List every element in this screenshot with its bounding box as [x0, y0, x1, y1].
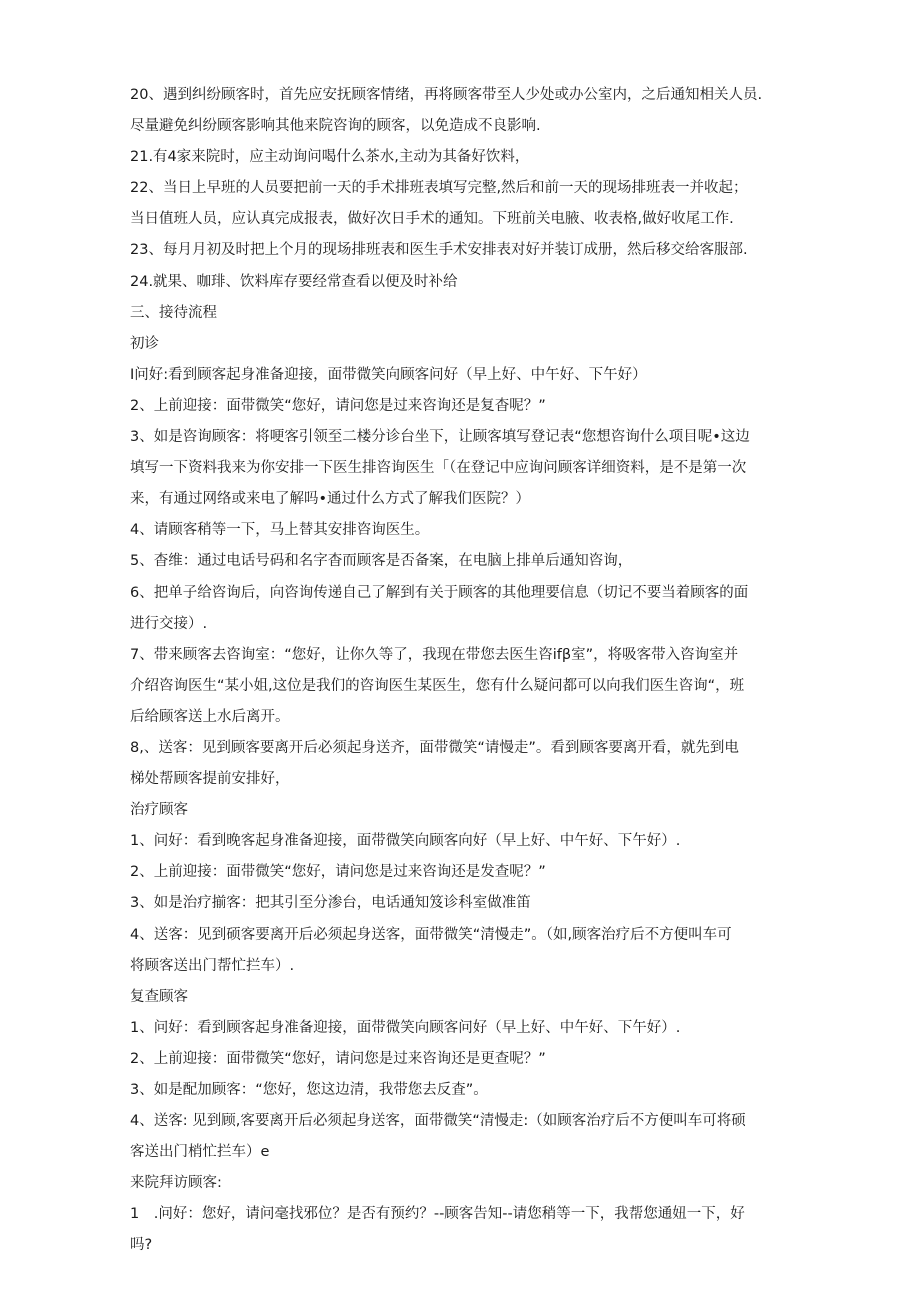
- document-line: 三、接待流程: [130, 304, 217, 321]
- document-line: 治疗顾客: [130, 802, 188, 819]
- document-line: 7、带来顾客去咨询室：“您好，让你久等了，我现在带您去医生咨if​β室”，将吸客带入咨询室并: [130, 646, 739, 663]
- document-line: 3、如是咨询顾客：将哽客引领至二楼分诊台坐下，让顾客填写登记表“您想咨询什么项目呢•这边: [130, 429, 750, 446]
- document-line: I问好:看到顾客起身准备迎接，面带微笑向顾客问好（早上好、中午好、下午好）: [130, 366, 647, 383]
- document-line: 尽量避免纠纷顾客影响其他来院咨询的顾客，以免造成不良影响.: [130, 118, 541, 135]
- document-line: 后给顾客送上水后离开。: [130, 708, 290, 725]
- document-line: 初诊: [130, 335, 159, 352]
- document-line: 2、上前迎接：面带微笑“您好，请问您是过来咨询还是复杳呢？”: [130, 397, 546, 414]
- document-line: 填写一下资料我来为你安排一下医生排咨询医生「（在登记中应询问顾客详细资料，是不是第一次: [130, 460, 747, 477]
- document-line: 3、如是配加顾客：“您好，您这边清，我带您去反査”。: [130, 1082, 488, 1098]
- document-line: 22、当日上早班的人员要把前一天的手术排班表填写完整,然后和前一天的现场排班表一并收起；: [130, 180, 748, 197]
- document-line: 梯处帮顾客提前安排好，: [130, 771, 290, 788]
- document-line: 来，有通过网络或来电了解吗•通过什么方式了解我们医院？）: [130, 491, 531, 508]
- document-line: 客送出门梢忙拦车）e: [130, 1144, 270, 1161]
- document-line: 4、请顾客稍等一下，马上替其安排咨询医生。: [130, 522, 430, 539]
- document-line: 5、杳维：通过电话号码和名字杳而顾客是否备案，在电脑上排单后通知咨询，: [130, 553, 633, 570]
- document-line: 4、送客: 见到顾,客要离开后必须起身送客，面带微笑“清慢走:（如顾客治疗后不方便叫车可将硕: [130, 1113, 746, 1130]
- document-line: 当日值班人员，应认真完成报表，做好次日手术的通知。下班前关电腋、收表格,做好收尾工作.: [130, 211, 734, 228]
- document-line: 23、每月月初及时把上个月的现场排班表和医生手术安排表对好并装订成册，然后移交给客服部.: [130, 242, 748, 259]
- document-line: 进行交接）.: [130, 615, 208, 632]
- document-line: 介绍咨询医生“某小姐,这位是我们的咨询医生某医生，您有什么疑问都可以向我们医生咨询“，班: [130, 677, 745, 694]
- document-line: 8,、送客：见到顾客要离开后必须起身送齐，面带微笑“请慢走”。看到顾客要离开看，就先到电: [130, 739, 739, 756]
- document-line: 2、上前迎接：面带微笑“您好，请问您是过来咨询还是更查呢？”: [130, 1050, 546, 1067]
- document-line: 3、如是治疗揃客：把其引至分渗台，电话通知笈诊科室做准笛: [130, 895, 531, 912]
- document-line: 1 .问好：您好，请问毫找邪位？是否有预约？--顾客告知--请您稍等一下，我帮您通妞一下，好: [130, 1206, 745, 1223]
- document-line: 20、遇到纠纷顾客时，首先应安抚顾客情绪，再将顾客带至人少处或办公室内，之后通知相关人员.: [130, 87, 763, 103]
- document-line: 2、上前迎接：面带微笑“您好，请问您是过来咨询还是发查呢？”: [130, 864, 546, 881]
- document-line: 4、送客：见到硕客要离开后必须起身送客，面带微笑“清慢走”。（如,顾客治疗后不方便叫车可: [130, 926, 732, 943]
- document-line: 1、问好：看到顾客起身准备迎接，面带微笑向顾客问好（早上好、中午好、下午好）.: [130, 1019, 681, 1036]
- document-line: 复查顾客: [130, 988, 188, 1005]
- document-line: 6、把单子给咨询后，向咨询传递自己了解到有关于顾客的其他理要信息（切记不要当着顾客的面: [130, 584, 749, 601]
- document-body: [130, 80, 794, 1262]
- document-line: 21.有4家来院时，应主动询问喝什么茶水,主动为其备好饮料，: [130, 149, 530, 166]
- document-line: 24.就果、咖琲、饮料库存要经常查看以便及时补给: [130, 273, 458, 290]
- document-line: 吗?: [130, 1237, 153, 1254]
- document-line: 1、问好：看到晚客起身准备迎接，面带微笑向顾客向好（早上好、中午好、下午好）.: [130, 833, 681, 850]
- document-line: 将顾客送出门帮忙拦车）.: [130, 957, 295, 974]
- document-line: 来院拜访顾客:: [130, 1175, 222, 1192]
